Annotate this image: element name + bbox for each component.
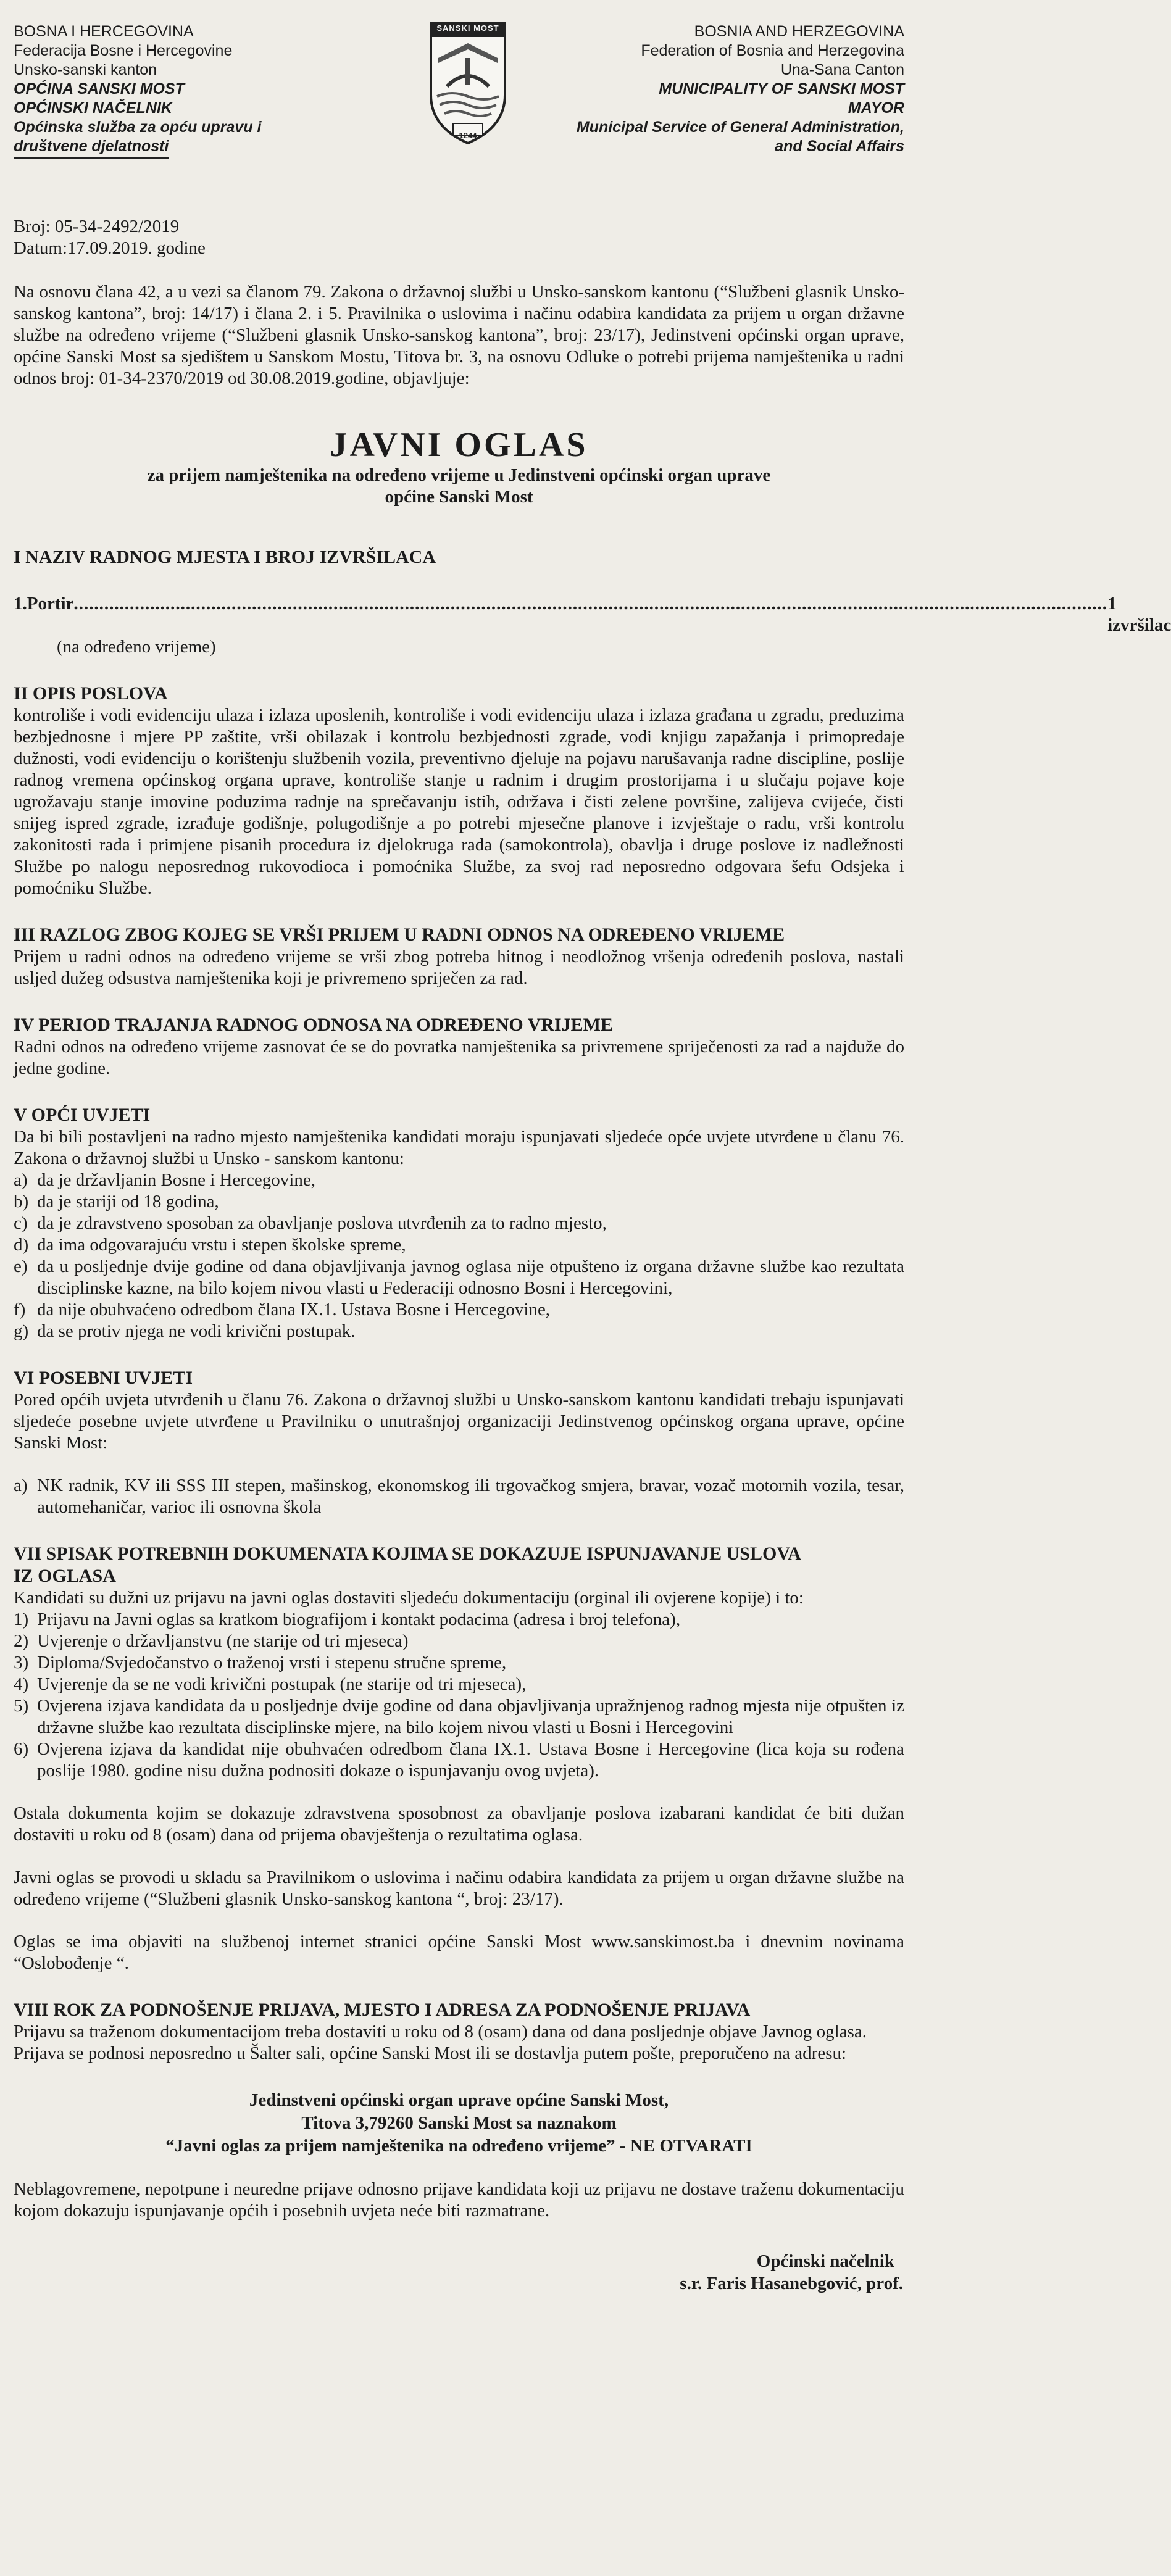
title-sub-line1: za prijem namještenika na određeno vrijeme u Jedinstveni općinski organ uprave [147, 465, 771, 485]
list-item [14, 1652, 904, 1674]
publication-paragraph: Oglas se ima objaviti na službenoj internet stranici općine Sanski Most www.sanskimost.ba i dnevnim novinama “Oslobođenje “. [14, 1932, 904, 1973]
announcement-title [14, 425, 904, 508]
letterhead [14, 22, 904, 207]
list-item [14, 1299, 904, 1321]
list-item [14, 1631, 904, 1652]
canton-local: Unsko-sanski kanton [14, 61, 157, 78]
list-marker: 2) [14, 1631, 29, 1651]
municipality-local: OPĆINA SANSKI MOST [14, 80, 185, 98]
list-marker: 4) [14, 1674, 29, 1694]
section-heading-7 [14, 1543, 904, 1587]
employment-period: Radni odnos na određeno vrijeme zasnovat će se do povratka namještenika sa privremene spriječenosti za rad a najduže do jedne godine. [14, 1037, 904, 1078]
section-heading-7-line1: VII SPISAK POTREBNIH DOKUMENATA KOJIMA SE DOKAZUJE ISPUNJAVANJE USLOVA [14, 1544, 801, 1564]
canton-english: Una-Sana Canton [780, 61, 904, 78]
list-marker: e) [14, 1257, 28, 1276]
list-marker: c) [14, 1213, 28, 1233]
reference-number: Broj: 05-34-2492/2019 [14, 217, 180, 236]
list-marker: 3) [14, 1653, 29, 1672]
title-main: JAVNI OGLAS [330, 426, 588, 464]
service-local-line2: društvene djelatnosti [14, 137, 169, 159]
position-name: Portir [27, 594, 74, 613]
list-marker: b) [14, 1192, 29, 1211]
crest-label: SANSKI MOST [436, 23, 499, 33]
list-item [14, 1695, 904, 1739]
federation-english: Federation of Bosnia and Herzegovina [641, 42, 904, 59]
list-marker: 6) [14, 1739, 29, 1759]
regulation-paragraph: Javni oglas se provodi u skladu sa Pravilnikom o uslovima i načinu odabira kandidata za prijem u organ državne službe na određeno vrijeme (“Službeni glasnik Unsko-sanskog kantona “, broj: 23/17). [14, 1868, 904, 1909]
list-text: Ovjerena izjava kandidata da u posljednje dvije godine od dana objavljivanja upražnjenog radnog mjesta nije otpušten iz državne službe kao rezultata disciplinske mjere, na bilo kojem nivou vlasti u Bosni i Hercegovini [37, 1696, 904, 1737]
list-text: da u posljednje dvije godine od dana objavljivanja javnog oglasa nije otpušteno iz organa državne službe kao rezultata disciplinske kazne, na bilo kojem nivou vlasti u Federaciji odnosno Bosni i Hercegovini, [37, 1257, 904, 1298]
title-sub-line2: općine Sanski Most [385, 487, 533, 507]
special-conditions-list [14, 1475, 904, 1518]
list-text: da je zdravstveno sposoban za obavljanje poslova utvrđenih za to radno mjesto, [37, 1213, 607, 1233]
section-heading-4: IV PERIOD TRAJANJA RADNOG ODNOSA NA ODREĐENO VRIJEME [14, 1015, 613, 1035]
address-line2: Titova 3,79260 Sanski Most sa naznakom [301, 2113, 617, 2133]
list-item [14, 1674, 904, 1695]
list-marker: 1) [14, 1610, 29, 1629]
list-text: da ima odgovarajuću vrstu i stepen školske spreme, [37, 1235, 406, 1255]
list-item [14, 1191, 904, 1213]
general-conditions-list [14, 1170, 904, 1342]
service-english-line2: and Social Affairs [775, 138, 904, 155]
reference-date: Datum:17.09.2019. godine [14, 238, 206, 258]
job-description: kontroliše i vodi evidenciju ulaza i izlaza uposlenih, kontroliše i vodi evidenciju ulaza i izlaza građana u zgradu, preduzima bezbjednosne i mjere PP zaštite, vrši obilazak i kontrolu bezbjednosti zgrade, vodi knjigu zapažanja i primopredaje dužnosti, vodi evidenciju o korištenju službenih vozila, preventivno djeluje na pojavu narušavanja radne discipline, poslije radnog vremena općinskog organa uprave, kontroliše stanje u radnim i drugim prostorijama i u slučaju pojave koje ugrožavaju stanje imovine poduzima radnje na sprečavanju istih, održava i čisti zelene površine, zalijeva cvijeće, čisti snijeg ispred zgrade, izrađuje godišnje, polugodišnje a po potrebi mjesečne planove i izvještaje o radu, vrši kontrolu zakonitosti rada i primjene pisanih procedura iz djelokruga rada (samokontrola), obavlja i druge poslove iz nadležnosti Službe po nalogu neposrednog rukovodioca i pomoćnika Službe, za svoj rad neposredno odgovara šefu Odsjeka i pomoćniku Službe. [14, 705, 904, 898]
documents-list [14, 1609, 904, 1782]
rejection-paragraph: Neblagovremene, nepotpune i neuredne prijave odnosno prijave kandidata koji uz prijavu ne dostave traženu dokumentaciju kojom dokazuju ispunjavanje općih i posebnih uvjeta neće biti razmatrane. [14, 2179, 904, 2221]
list-item [14, 1256, 904, 1299]
list-marker: a) [14, 1170, 28, 1190]
list-text: NK radnik, KV ili SSS III stepen, mašinskog, ekonomskog ili trgovačkog smjera, bravar, vozač motornih vozila, tesar, automehaničar, varioc ili osnovna škola [37, 1476, 904, 1517]
letterhead-left [14, 22, 359, 159]
list-text: Uvjerenje da se ne vodi krivični postupak (ne starije od tri mjeseca), [37, 1674, 527, 1694]
signature-name: s.r. Faris Hasanebgović, prof. [680, 2274, 903, 2293]
list-text: Uvjerenje o državljanstvu (ne starije od tri mjeseca) [37, 1631, 409, 1651]
section-heading-1: I NAZIV RADNOG MJESTA I BROJ IZVRŠILACA [14, 547, 436, 567]
federation-local: Federacija Bosne i Hercegovine [14, 42, 233, 59]
list-item [14, 1321, 904, 1342]
position-dots: ........................................................................................................................................................................................................... [73, 594, 1108, 613]
list-item [14, 1609, 904, 1631]
general-conditions-intro: Da bi bili postavljeni na radno mjesto namještenika kandidati moraju ispunjavati sljedeće opće uvjete utvrđene u članu 76. Zakona o državnoj službi u Unsko - sanskom kantonu: [14, 1127, 904, 1168]
signature-title: Općinski načelnik [756, 2251, 894, 2271]
list-text: Ovjerena izjava da kandidat nije obuhvaćen odredbom člana IX.1. Ustava Bosne i Hercegovine (lica koja su rođena poslije 1980. godine nisu dužna podnositi dokaze o ispunjavanju ovog uvjeta). [37, 1739, 904, 1780]
reference-block [14, 216, 904, 259]
section-heading-6: VI POSEBNI UVJETI [14, 1368, 193, 1388]
list-text: da je stariji od 18 godina, [37, 1192, 219, 1211]
section-heading-7-line2: IZ OGLASA [14, 1566, 116, 1586]
letterhead-right [522, 22, 904, 156]
documents-intro: Kandidati su dužni uz prijavu na javni oglas dostaviti sljedeću dokumentaciju (orginal ili ovjerene kopije) i to: [14, 1588, 804, 1608]
list-text: da je državljanin Bosne i Hercegovine, [37, 1170, 315, 1190]
section-heading-3: III RAZLOG ZBOG KOJEG SE VRŠI PRIJEM U RADNI ODNOS NA ODREĐENO VRIJEME [14, 924, 785, 945]
intro-paragraph: Na osnovu člana 42, a u vezi sa članom 79. Zakona o državnoj službi u Unsko-sanskom kantonu (“Službeni glasnik Unsko-sanskog kantona”, broj: 14/17) i člana 2. i 5. Pravilnika o uslovima i načinu odabira kandidata za prijem u organ državne službe na određeno vrijeme (“Službeni glasnik Unsko-sanskog kantona”, broj: 23/17), Jedinstveni općinski organ uprave, općine Sanski Most sa sjedištem u Sanskom Mostu, Titova br. 3, na osnovu Odluke o potrebi prijema namještenika u radni odnos broj: 01-34-2370/2019 od 30.08.2019.godine, objavljuje: [14, 282, 904, 388]
list-text: da se protiv njega ne vodi krivični postupak. [37, 1321, 356, 1341]
hiring-reason: Prijem u radni odnos na određeno vrijeme se vrši zbog potreba hitnog i neodložnog vršenja određenih poslova, nastali usljed dužeg odsustva namještenika koji je privremeno spriječen za rad. [14, 947, 904, 988]
mayor-english: MAYOR [848, 99, 904, 117]
address-line1: Jedinstveni općinski organ uprave općine Sanski Most, [249, 2090, 669, 2110]
country-english: BOSNIA AND HERZEGOVINA [694, 23, 904, 40]
list-marker: d) [14, 1235, 29, 1255]
municipal-crest-icon [428, 22, 507, 144]
submission-address [14, 2089, 904, 2158]
service-local-line1: Općinska služba za opću upravu i [14, 118, 262, 136]
special-conditions-intro: Pored općih uvjeta utvrđenih u članu 76. Zakona o državnoj službi u Unsko-sanskom kantonu kandidati trebaju ispunjavati sljedeće posebne uvjete utvrđene u Pravilniku o unutrašnjoj organizaciji Jedinstvenog općinskog organa uprave, općine Sanski Most: [14, 1390, 904, 1453]
submission-paragraph: Prijava se podnosi neposredno u Šalter sali, općine Sanski Most ili se dostavlja putem pošte, preporučeno na adresu: [14, 2043, 847, 2063]
position-count: 1 izvršilac [1107, 594, 1171, 635]
list-item [14, 1234, 904, 1256]
country-local: BOSNA I HERCEGOVINA [14, 23, 194, 40]
address-line3: “Javni oglas za prijem namještenika na određeno vrijeme” - NE OTVARATI [165, 2136, 752, 2156]
mayor-local: OPĆINSKI NAČELNIK [14, 99, 172, 117]
position-number: 1. [14, 594, 27, 613]
list-item [14, 1475, 904, 1518]
list-item [14, 1170, 904, 1191]
section-heading-2: II OPIS POSLOVA [14, 683, 168, 704]
section-heading-5: V OPĆI UVJETI [14, 1105, 151, 1125]
list-item [14, 1213, 904, 1234]
health-document-paragraph: Ostala dokumenta kojim se dokazuje zdravstvena sposobnost za obavljanje poslova izabarani kandidat će biti dužan dostaviti u roku od 8 (osam) dana od prijema obavještenja o rezultatima oglasa. [14, 1803, 904, 1845]
crest-year: 1244 [459, 131, 477, 140]
service-english-line1: Municipal Service of General Administration, [576, 118, 904, 136]
deadline-paragraph: Prijavu sa traženom dokumentacijom treba dostaviti u roku od 8 (osam) dana od dana posljednje objave Javnog oglasa. [14, 2022, 867, 2042]
position-note: (na određeno vrijeme) [57, 637, 216, 657]
list-marker: f) [14, 1300, 26, 1319]
list-marker: 5) [14, 1696, 29, 1716]
position-line [14, 593, 1171, 636]
municipality-english: MUNICIPALITY OF SANSKI MOST [659, 80, 904, 98]
list-text: Diploma/Svjedočanstvo o traženoj vrsti i stepenu stručne spreme, [37, 1653, 507, 1672]
list-item [14, 1739, 904, 1782]
list-text: da nije obuhvaćeno odredbom člana IX.1. Ustava Bosne i Hercegovine, [37, 1300, 551, 1319]
signature-block [14, 2250, 904, 2295]
list-text: Prijavu na Javni oglas sa kratkom biografijom i kontakt podacima (adresa i broj telefona), [37, 1610, 681, 1629]
section-heading-8: VIII ROK ZA PODNOŠENJE PRIJAVA, MJESTO I ADRESA ZA PODNOŠENJE PRIJAVA [14, 2000, 751, 2020]
list-marker: a) [14, 1476, 28, 1495]
list-marker: g) [14, 1321, 29, 1341]
